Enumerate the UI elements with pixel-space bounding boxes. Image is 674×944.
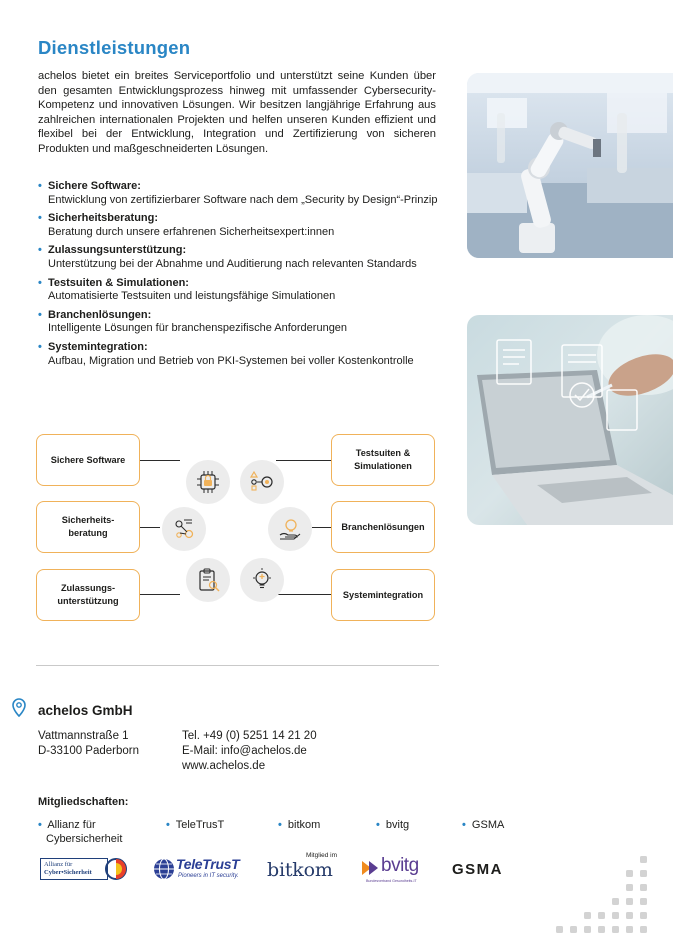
- service-title: Testsuiten & Simulationen:: [48, 276, 189, 289]
- diagram-box-zulassungsunterstuetzung: [36, 569, 140, 621]
- diagram-label-line1: Zulassungs-: [60, 583, 116, 593]
- bullet-icon: •: [38, 308, 42, 321]
- service-description: Aufbau, Migration und Betrieb von PKI-Systemen bei voller Kostenkontrolle: [48, 354, 414, 367]
- service-title: Zulassungsunterstützung:: [48, 244, 187, 257]
- teletrust-globe-icon: [152, 857, 176, 881]
- list-item: [38, 180, 448, 207]
- bullet-icon: •: [38, 819, 42, 831]
- allianz-logo-line2: Cyber•Sicherheit: [44, 869, 92, 876]
- teletrust-logo: [152, 855, 252, 883]
- service-description: Beratung durch unsere erfahrenen Sicherheitsexpert:innen: [48, 225, 335, 238]
- email-link[interactable]: E-Mail: info@achelos.de: [182, 745, 307, 757]
- services-diagram: [36, 432, 438, 626]
- bullet-icon: •: [38, 244, 42, 257]
- connector-line: [276, 460, 331, 461]
- bitkom-wordmark: bitkom: [267, 859, 333, 881]
- diagram-box-branchenloesungen: [331, 501, 435, 553]
- service-title: Sicherheitsberatung:: [48, 212, 159, 225]
- phone-number: Tel. +49 (0) 5251 14 21 20: [182, 730, 317, 742]
- memberships-title: Mitgliedschaften:: [38, 796, 129, 808]
- service-description: Intelligente Lösungen für branchenspezifische Anforderungen: [48, 322, 348, 335]
- lightbulb-hand-icon: [268, 507, 312, 551]
- membership-label: TeleTrusT: [175, 819, 225, 831]
- list-item: [38, 277, 448, 304]
- bitkom-logo: [265, 852, 343, 884]
- service-description: Entwicklung von zertifizierbarer Software nach dem „Security by Design“-Prinzip: [48, 193, 438, 206]
- membership-label: GSMA: [471, 819, 505, 831]
- page-title: Dienstleistungen: [38, 37, 191, 58]
- diagram-label-line1: Sicherheits-: [61, 515, 115, 525]
- list-item: [38, 341, 448, 368]
- robot-lab-photo: [467, 73, 673, 258]
- section-divider: [36, 665, 439, 666]
- membership-label: bvitg: [385, 819, 410, 831]
- teletrust-tagline: Pioneers in IT security.: [178, 873, 239, 879]
- bullet-icon: •: [376, 819, 380, 831]
- bullet-icon: •: [38, 180, 42, 192]
- service-title: Branchenlösungen:: [48, 308, 152, 321]
- bvitg-arrow-icon: [362, 861, 380, 875]
- bullet-icon: •: [38, 276, 42, 289]
- connector-line: [140, 527, 160, 528]
- diagram-box-testsuiten: [331, 434, 435, 486]
- bvitg-tagline: Bundesverband Gesundheits-IT: [366, 879, 417, 883]
- service-title: Systemintegration:: [48, 340, 148, 353]
- diagram-box-sicherheitsberatung: [36, 501, 140, 553]
- connector-line: [140, 594, 180, 595]
- connector-line: [312, 527, 332, 528]
- membership-label-line2: Cybersicherheit: [46, 833, 123, 845]
- allianz-emblem-icon: [104, 857, 128, 881]
- company-name: achelos GmbH: [38, 703, 133, 718]
- website-link[interactable]: www.achelos.de: [182, 760, 266, 772]
- bvitg-logo: [362, 855, 434, 885]
- address-block: [38, 729, 139, 759]
- bvitg-wordmark: bvitg: [381, 855, 419, 876]
- service-description: Unterstützung bei der Abnahme und Auditierung nach relevanten Standards: [48, 257, 417, 270]
- diagram-label-line1: Testsuiten &: [355, 448, 411, 458]
- consulting-network-icon: [162, 507, 206, 551]
- diagram-label: Branchenlösungen: [341, 521, 425, 532]
- diagram-box-sichere-software: [36, 434, 140, 486]
- bullet-icon: •: [278, 819, 282, 831]
- membership-label: Allianz für: [47, 819, 96, 831]
- bullet-icon: •: [38, 340, 42, 353]
- diagram-box-systemintegration: [331, 569, 435, 621]
- bullet-icon: •: [38, 212, 42, 225]
- diagram-label-line2: unterstützung: [57, 596, 119, 606]
- bullet-icon: •: [462, 819, 466, 831]
- contact-block: [182, 729, 317, 774]
- diagram-label: Sichere Software: [50, 454, 126, 465]
- membership-item: [166, 818, 224, 832]
- list-item: [38, 244, 448, 271]
- membership-item: [278, 818, 320, 832]
- address-city: D-33100 Paderborn: [38, 745, 140, 757]
- allianz-cybersicherheit-logo: [40, 855, 126, 883]
- teletrust-wordmark: TeleTrusT: [176, 856, 240, 872]
- connector-line: [276, 594, 331, 595]
- laptop-documents-photo: [467, 315, 673, 525]
- diagram-label: Systemintegration: [342, 589, 424, 600]
- list-item: [38, 309, 448, 336]
- membership-item: [38, 818, 122, 846]
- test-gear-icon: [240, 460, 284, 504]
- service-title: Sichere Software:: [48, 180, 141, 192]
- membership-item: [376, 818, 409, 832]
- location-pin-icon: [11, 698, 27, 723]
- intro-paragraph: achelos bietet ein breites Serviceportfolio und unterstützt seine Kunden über den gesamten Entwicklungsprozess hinweg mit umfassender Cybersecurity-Kompetenz und innovativen Lösungen. Wir besitzen langjährige Erfahrung aus zahlreichen internationalen Projekten und helfen unseren Kunden effizient und flexibel bei der Entwicklung, Integration und Zertifizierung von sicheren Produkten und maßgeschneiderten Lösungen.: [38, 70, 436, 155]
- connector-line: [140, 460, 180, 461]
- bullet-icon: •: [166, 819, 170, 831]
- integration-bulb-icon: [240, 558, 284, 602]
- allianz-logo-line1: Allianz für: [44, 861, 73, 868]
- decorative-dot-pattern: [546, 850, 674, 944]
- diagram-label-line2: Simulationen: [354, 461, 412, 471]
- services-list: [38, 180, 448, 373]
- service-description: Automatisierte Testsuiten und leistungsfähige Simulationen: [48, 290, 336, 303]
- diagram-label-line2: beratung: [68, 528, 108, 538]
- membership-item: [462, 818, 504, 832]
- bitkom-member-note: Mitglied im: [305, 852, 337, 859]
- gsma-logo: GSMA: [452, 861, 503, 878]
- membership-label: bitkom: [287, 819, 321, 831]
- secure-chip-icon: [186, 460, 230, 504]
- audit-clipboard-icon: [186, 558, 230, 602]
- address-street: Vattmannstraße 1: [38, 730, 129, 742]
- list-item: [38, 212, 448, 239]
